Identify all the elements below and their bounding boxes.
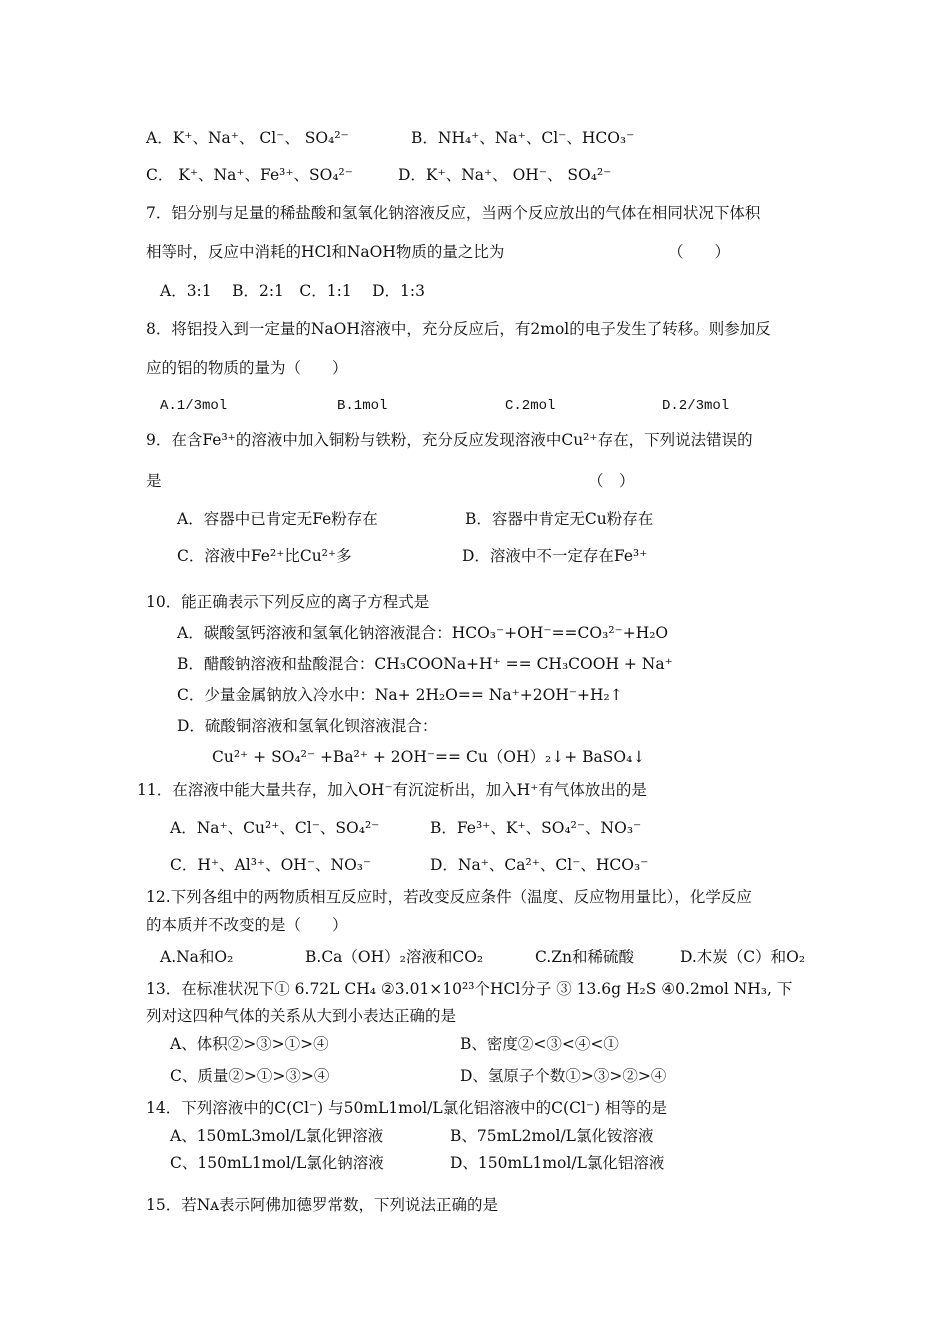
q12-option-a: A.Na和O₂ — [160, 948, 234, 966]
q6-option-b: B．NH₄⁺、Na⁺、Cl⁻、HCO₃⁻ — [411, 129, 635, 147]
q11-option-a: A．Na⁺、Cu²⁺、Cl⁻、SO₄²⁻ — [170, 819, 380, 837]
q13-stem-line1: 13．在标准状况下① 6.72L CH₄ ②3.01×10²³个HCl分子 ③ 13.6g H₂S ④0.2mol NH₃, 下 — [146, 980, 793, 998]
q13-option-a: A、体积②>③>①>④ — [170, 1035, 329, 1053]
q10-option-d: D．硫酸铜溶液和氢氧化钡溶液混合： — [177, 717, 438, 735]
q8-option-a: A.1/3mol — [160, 398, 228, 414]
q11-stem: 11．在溶液中能大量共存，加入OH⁻有沉淀析出，加入H⁺有气体放出的是 — [137, 781, 647, 799]
q8-option-c: C.2mol — [505, 398, 556, 414]
q12-option-d: D.木炭（C）和O₂ — [680, 948, 806, 966]
q10-stem: 10．能正确表示下列反应的离子方程式是 — [146, 593, 430, 611]
q8-option-b: B.1mol — [337, 398, 388, 414]
q9-stem-line2: 是 — [146, 472, 162, 490]
q12-stem-line1: 12.下列各组中的两物质相互反应时，若改变反应条件（温度、反应物用量比），化学反应 — [146, 888, 752, 906]
q7-options: A．3:1 B．2:1 C．1:1 D．1:3 — [160, 282, 426, 300]
q11-option-b: B．Fe³⁺、K⁺、SO₄²⁻、NO₃⁻ — [430, 819, 642, 837]
q12-option-c: C.Zn和稀硫酸 — [535, 948, 634, 966]
q6-option-d: D．K⁺、Na⁺、 OH⁻、 SO₄²⁻ — [398, 166, 612, 184]
q11-option-c: C．H⁺、Al³⁺、OH⁻、NO₃⁻ — [170, 856, 372, 874]
q6-option-c: C． K⁺、Na⁺、Fe³⁺、SO₄²⁻ — [146, 166, 353, 184]
q12-stem-line2: 的本质并不改变的是（ ） — [146, 916, 348, 934]
q10-option-a: A．碳酸氢钙溶液和氢氧化钠溶液混合：HCO₃⁻+OH⁻==CO₃²⁻+H₂O — [177, 624, 669, 642]
q14-option-c: C、150mL1mol/L氯化钠溶液 — [170, 1154, 384, 1172]
q11-option-d: D．Na⁺、Ca²⁺、Cl⁻、HCO₃⁻ — [430, 856, 649, 874]
q14-option-b: B、75mL2mol/L氯化铵溶液 — [450, 1127, 654, 1145]
q14-option-d: D、150mL1mol/L氯化铝溶液 — [450, 1154, 665, 1172]
q9-stem-line1: 9．在含Fe³⁺的溶液中加入铜粉与铁粉，充分反应发现溶液中Cu²⁺存在，下列说法错误的 — [146, 431, 753, 449]
q7-answer-bracket: （ ） — [668, 243, 731, 261]
q13-stem-line2: 列对这四种气体的关系从大到小表达正确的是 — [146, 1007, 457, 1025]
q9-option-d: D．溶液中不一定存在Fe³⁺ — [462, 547, 648, 565]
q10-option-c: C．少量金属钠放入冷水中：Na+ 2H₂O== Na⁺+2OH⁻+H₂↑ — [177, 686, 623, 704]
q13-option-d: D、氢原子个数①>③>②>④ — [460, 1067, 667, 1085]
q7-stem-line2: 相等时，反应中消耗的HCl和NaOH物质的量之比为 — [146, 243, 505, 261]
q10-option-d-equation: Cu²⁺ + SO₄²⁻ +Ba²⁺ + 2OH⁻== Cu（OH）₂↓+ BaSO₄↓ — [212, 748, 646, 766]
q8-stem-line1: 8．将铝投入到一定量的NaOH溶液中，充分反应后，有2mol的电子发生了转移。则参加反 — [146, 320, 771, 338]
q6-option-a: A．K⁺、Na⁺、 Cl⁻、 SO₄²⁻ — [146, 129, 349, 147]
q15-stem: 15．若Nᴀ表示阿佛加德罗常数，下列说法正确的是 — [146, 1196, 499, 1214]
q14-stem: 14．下列溶液中的C(Cl⁻) 与50mL1mol/L氯化铝溶液中的C(Cl⁻) 相等的是 — [146, 1099, 668, 1117]
q13-option-c: C、质量②>①>③>④ — [170, 1067, 330, 1085]
q9-option-b: B．容器中肯定无Cu粉存在 — [465, 510, 654, 528]
q10-option-b: B．醋酸钠溶液和盐酸混合：CH₃COONa+H⁺ == CH₃COOH + Na⁺ — [177, 655, 673, 673]
q8-option-d: D.2/3mol — [662, 398, 730, 414]
q14-option-a: A、150mL3mol/L氯化钾溶液 — [170, 1127, 384, 1145]
q9-option-a: A．容器中已肯定无Fe粉存在 — [177, 510, 378, 528]
q12-option-b: B.Ca（OH）₂溶液和CO₂ — [305, 948, 484, 966]
q7-stem-line1: 7．铝分别与足量的稀盐酸和氢氧化钠溶液反应，当两个反应放出的气体在相同状况下体积 — [146, 204, 761, 222]
q8-stem-line2: 应的铝的物质的量为（ ） — [146, 359, 348, 377]
q9-answer-bracket: （ ） — [588, 472, 635, 490]
q13-option-b: B、密度②<③<④<① — [460, 1035, 619, 1053]
q9-option-c: C．溶液中Fe²⁺比Cu²⁺多 — [177, 547, 352, 565]
